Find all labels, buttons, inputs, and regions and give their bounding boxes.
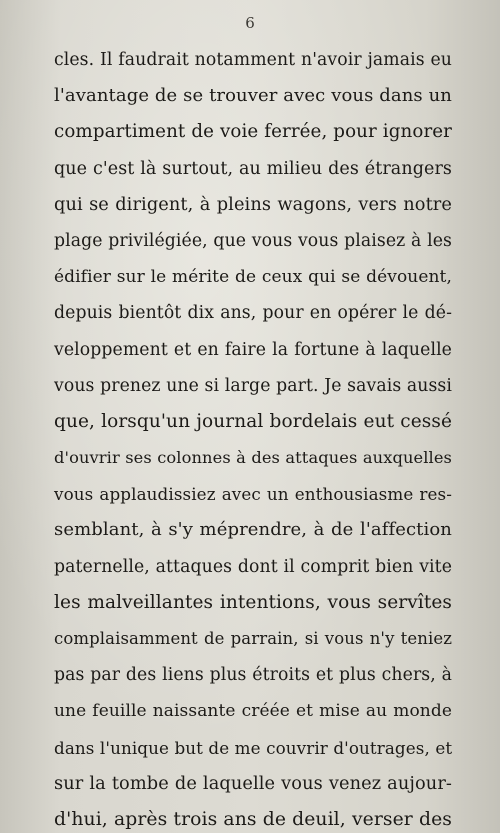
text-line: semblant, à s'y méprendre, à de l'affection (54, 519, 452, 541)
text-line: veloppement et en faire la fortune à laquelle (54, 339, 452, 360)
body-text (54, 42, 452, 833)
text-line: vous prenez une si large part. Je savais aussi (54, 375, 452, 396)
text-line: dans l'unique but de me couvrir d'outrages, et (54, 737, 453, 758)
text-line: compartiment de voie ferrée, pour ignorer (54, 121, 452, 143)
text-line: complaisamment de parrain, si vous n'y teniez (54, 629, 452, 648)
text-line: l'avantage de se trouver avec vous dans un (54, 85, 452, 107)
text-line: que, lorsqu'un journal bordelais eut cessé (54, 410, 452, 432)
text-line: paternelle, attaques dont il comprit bien vite (54, 556, 452, 577)
text-line: depuis bientôt dix ans, pour en opérer le dé- (54, 303, 452, 324)
text-line: que c'est là surtout, au milieu des étrangers (54, 158, 452, 179)
text-line: édifier sur le mérite de ceux qui se dévouent, (54, 267, 452, 288)
text-line: vous applaudissiez avec un enthousiasme res- (54, 484, 452, 505)
text-line: les malveillantes intentions, vous servîtes (54, 591, 452, 613)
text-line: sur la tombe de laquelle vous venez aujour- (54, 773, 452, 794)
text-line: d'hui, après trois ans de deuil, verser des (54, 808, 452, 830)
text-line: pas par des liens plus étroits et plus chers, à (54, 665, 452, 686)
text-line: cles. Il faudrait notamment n'avoir jamais eu (54, 50, 452, 70)
text-line: d'ouvrir ses colonnes à des attaques auxquelles (54, 448, 452, 468)
text-line: qui se dirigent, à pleins wagons, vers notre (54, 194, 452, 215)
text-line: plage privilégiée, que vous vous plaisez à les (54, 230, 452, 251)
page-number: 6 (245, 14, 255, 32)
text-line: une feuille naissante créée et mise au monde (54, 701, 452, 722)
